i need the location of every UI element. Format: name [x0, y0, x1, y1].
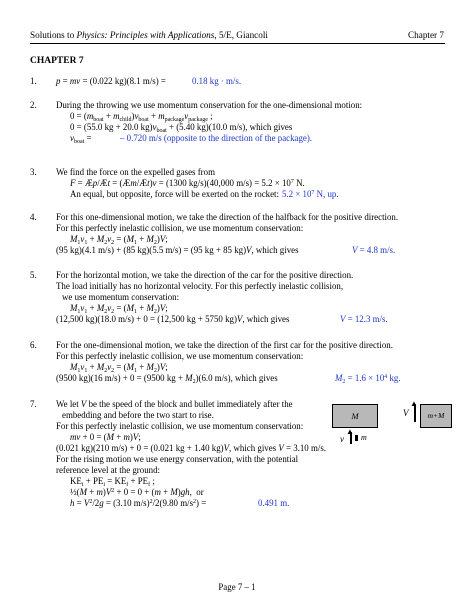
- problem-5-number: 5.: [30, 270, 37, 280]
- problem-3-line-2: F = Æp/Æt = (Æm/Æt)v = (1300 kg/s)(40,000 $m/s) = 5.2 \times 10^7$ N.: [70, 178, 305, 188]
- problem-2-line-1: During the throwing we use momentum conservation for the one-dimensional motion:: [56, 100, 363, 110]
- problem-4-line-1: For this one-dimensional motion, we take the direction of the halfback for the positive direction.: [56, 212, 399, 222]
- problem-5-line-4: $M_1v_1 + M_2v_2 = (M_1 + M_2)V$;: [70, 303, 168, 315]
- problem-7-line-8: $KE_i + PE_i = KE_f + PE_f$ ;: [70, 476, 155, 488]
- problem-7-line-2: embedding and before the two start to rise.: [62, 410, 214, 420]
- problem-5-answer: V = 12.3 m/s.: [340, 314, 388, 324]
- problem-4-line-2: For this perfectly inelastic collision, we use momentum conservation:: [56, 223, 304, 233]
- block-after-label: m+M: [427, 411, 445, 420]
- problem-2-answer: – 0.720 m/s (opposite to the direction of the package).: [120, 133, 312, 143]
- block-after-box: [420, 404, 452, 428]
- problem-6-number: 6.: [30, 340, 37, 350]
- page-footer: Page 7 – 1: [218, 582, 256, 592]
- problem-6-line-1: For the one-dimensional motion, we take the direction of the first car for the positive direction.: [56, 340, 393, 350]
- problem-5-line-5: (12,500 kg)(18.0 m/s) + 0 = (12,500 kg + 5750 kg)V, which gives: [56, 314, 290, 324]
- problem-3-number: 3.: [30, 167, 37, 177]
- header-title: Solutions to Physics: Principles with Applications, 5/E, Giancoli: [30, 30, 268, 40]
- bullet-label: m: [361, 433, 367, 442]
- bullet-arrow-head-icon: ▲: [346, 427, 354, 436]
- problem-3-line-1: We find the force on the expelled gases from: [56, 167, 215, 177]
- header-chapter: Chapter 7: [408, 30, 444, 40]
- problem-6-line-4: (9500 kg)(16 m/s) + 0 = (9500 kg + $M_2)(6.0$ m/s), which gives: [56, 373, 278, 385]
- problem-5-line-2: The load initially has no horizontal velocity. For this perfectly inelastic collision,: [56, 281, 344, 291]
- problem-5-line-3: we use momentum conservation:: [62, 292, 180, 302]
- velocity-arrow-head-icon: ▲: [410, 399, 418, 408]
- problem-7-line-6: For the rising motion we use energy conservation, with the potential: [56, 454, 299, 464]
- velocity-label: V: [403, 408, 409, 418]
- problem-7-line-10: $h = V^2/2g = (3.10$ m/s)$^2$/2(9.80 $m/s^2$) =: [70, 498, 207, 508]
- bullet-velocity-label: v: [340, 434, 344, 444]
- problem-1-line-1: p = mv = (0.022 kg)(8.1 m/s) =: [56, 76, 166, 86]
- problem-7-line-9: ½(M + $m)V^2 + 0 = 0 + (m + M)gh$, or: [70, 487, 204, 497]
- problem-1-number: 1.: [30, 76, 37, 86]
- problem-7-line-5: (0.021 kg)(210 m/s) + 0 = (0.021 kg + 1.40 kg)V, which gives V = 3.10 m/s.: [56, 443, 326, 453]
- block-before-box: [332, 404, 378, 428]
- problem-7-number: 7.: [30, 399, 37, 409]
- problem-2-line-4: $v_{boat}$ =: [70, 133, 92, 145]
- block-before-label: M: [351, 411, 359, 421]
- problem-1-answer: 0.18 kg · m/s.: [192, 76, 242, 86]
- problem-7-line-7: reference level at the ground:: [56, 465, 160, 475]
- problem-4-line-3: $M_1v_1 + M_2v_2 = (M_1 + M_2)V$;: [70, 234, 168, 246]
- problem-6-line-2: For this perfectly inelastic collision, we use momentum conservation:: [56, 351, 304, 361]
- problem-4-number: 4.: [30, 212, 37, 222]
- header-rule: [30, 43, 445, 44]
- problem-2-line-3: 0 = (55.0 kg + 20.0 $kg)v_{boat} + (5.40$ kg)(10.0 m/s), which gives: [70, 122, 293, 134]
- problem-7-line-3: For this perfectly inelastic collision, we use momentum conservation:: [56, 421, 304, 431]
- chapter-title: CHAPTER 7: [30, 56, 84, 66]
- problem-5-line-1: For the horizontal motion, we take the direction of the car for the positive direction.: [56, 270, 354, 280]
- problem-7-line-1: We let V be the speed of the block and bullet immediately after the: [56, 399, 293, 409]
- problem-3-line-3: An equal, but opposite, force will be exerted on the rocket:: [70, 189, 279, 199]
- problem-3-answer: $5.2 \times 10^7$ N, up.: [282, 189, 339, 199]
- bullet-icon: [355, 435, 358, 441]
- problem-2-number: 2.: [30, 100, 37, 110]
- problem-7-line-4: mv + 0 = (M + m)V;: [70, 432, 141, 442]
- problem-6-answer: $M_2 = 1.6 \times 10^4$ kg.: [335, 373, 401, 385]
- problem-2-line-2: $0 = (m_{boat} + m_{child})v_{boat} + m_{package}v_{package}$ ;: [70, 111, 213, 123]
- problem-4-line-4: (95 kg)(4.1 m/s) + (85 kg)(5.5 m/s) = (95 kg + 85 kg)V, which gives: [56, 245, 299, 255]
- problem-7-answer: 0.491 m.: [258, 498, 290, 508]
- problem-4-answer: V = 4.8 m/s.: [352, 245, 396, 255]
- problem-6-line-3: $M_1v_1 + M_2v_2 = (M_1 + M_2)V$;: [70, 362, 168, 374]
